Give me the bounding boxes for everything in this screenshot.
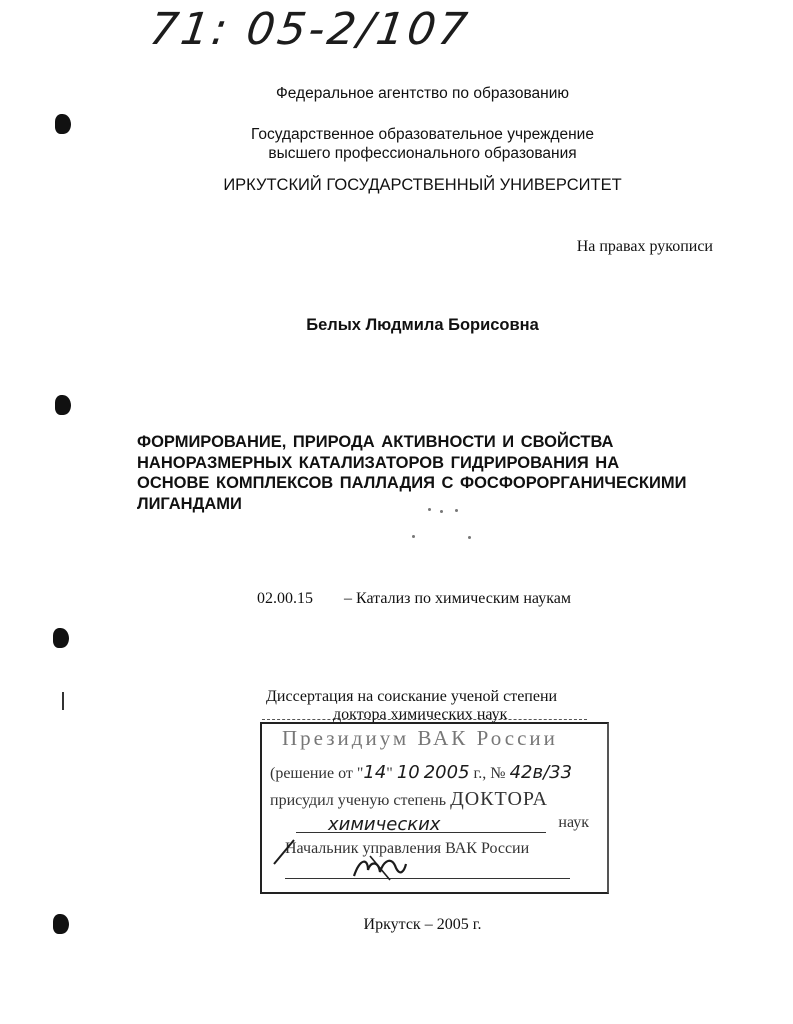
city-year: Иркутск – 2005 г. — [363, 916, 482, 933]
signature-line — [285, 878, 570, 879]
university-name: ИРКУТСКИЙ ГОСУДАРСТВЕННЫЙ УНИВЕРСИТЕТ — [223, 176, 622, 194]
scan-hole-marker — [55, 395, 71, 415]
decision-mid: г., № — [473, 765, 506, 782]
signature-mark — [350, 852, 410, 884]
specialty-code: 02.00.15 — [257, 590, 313, 607]
scan-hole-marker — [53, 628, 69, 648]
rights-notice: На правах рукописи — [576, 238, 713, 255]
handwritten-slash-mark — [268, 838, 300, 866]
decision-month: 10 — [396, 762, 420, 783]
dissertation-title — [137, 432, 713, 514]
scan-speck — [428, 508, 431, 511]
decision-prefix: (решение от " — [270, 765, 364, 782]
stamp-awarded-line — [270, 788, 548, 811]
scan-edge-mark — [62, 692, 64, 710]
decision-day: 14 — [363, 762, 387, 783]
handwritten-archive-code: 71: 05-2/107 — [146, 4, 474, 55]
field-suffix: наук — [558, 814, 589, 831]
title-line: ОСНОВЕ КОМПЛЕКСОВ ПАЛЛАДИЯ С ФОСФОРОРГАНИЧЕСКИМИ — [137, 474, 687, 492]
title-line: НАНОРАЗМЕРНЫХ КАТАЛИЗАТОРОВ ГИДРИРОВАНИЯ НА — [137, 453, 620, 472]
scan-hole-marker — [53, 914, 69, 934]
stamp-head-title: Начальник управления ВАК России — [285, 840, 530, 857]
specialty-name: – Катализ по химическим наукам — [344, 590, 571, 607]
title-line: ЛИГАНДАМИ — [137, 494, 242, 513]
field-handwritten: химических — [328, 814, 441, 835]
title-line: ФОРМИРОВАНИЕ, ПРИРОДА АКТИВНОСТИ И СВОЙСТВА — [137, 433, 614, 451]
stamp-title: Президиум ВАК России — [282, 726, 558, 750]
decision-number: 42в/33 — [509, 762, 573, 783]
scan-speck — [468, 536, 471, 539]
scan-speck — [455, 509, 458, 512]
field-underline — [296, 832, 546, 833]
dissertation-degree-line-2: доктора химических наук — [333, 706, 508, 723]
institution-line-1: Государственное образовательное учреждение — [251, 126, 594, 143]
awarded-text: присудил ученую степень — [270, 792, 447, 809]
decision-quote: " — [386, 765, 393, 782]
institution-line-2: высшего профессионального образования — [268, 145, 577, 162]
dissertation-degree-line-1: Диссертация на соискание ученой степени — [266, 688, 558, 705]
stamp-decision-line — [270, 762, 572, 783]
degree-stamp: ДОКТОРА — [450, 788, 548, 810]
scan-hole-marker — [55, 114, 71, 134]
decision-year: 2005 — [423, 762, 470, 783]
author-name: Белых Людмила Борисовна — [306, 316, 539, 334]
scan-speck — [440, 510, 443, 513]
agency-name: Федеральное агентство по образованию — [275, 85, 570, 102]
scan-speck — [412, 535, 415, 538]
